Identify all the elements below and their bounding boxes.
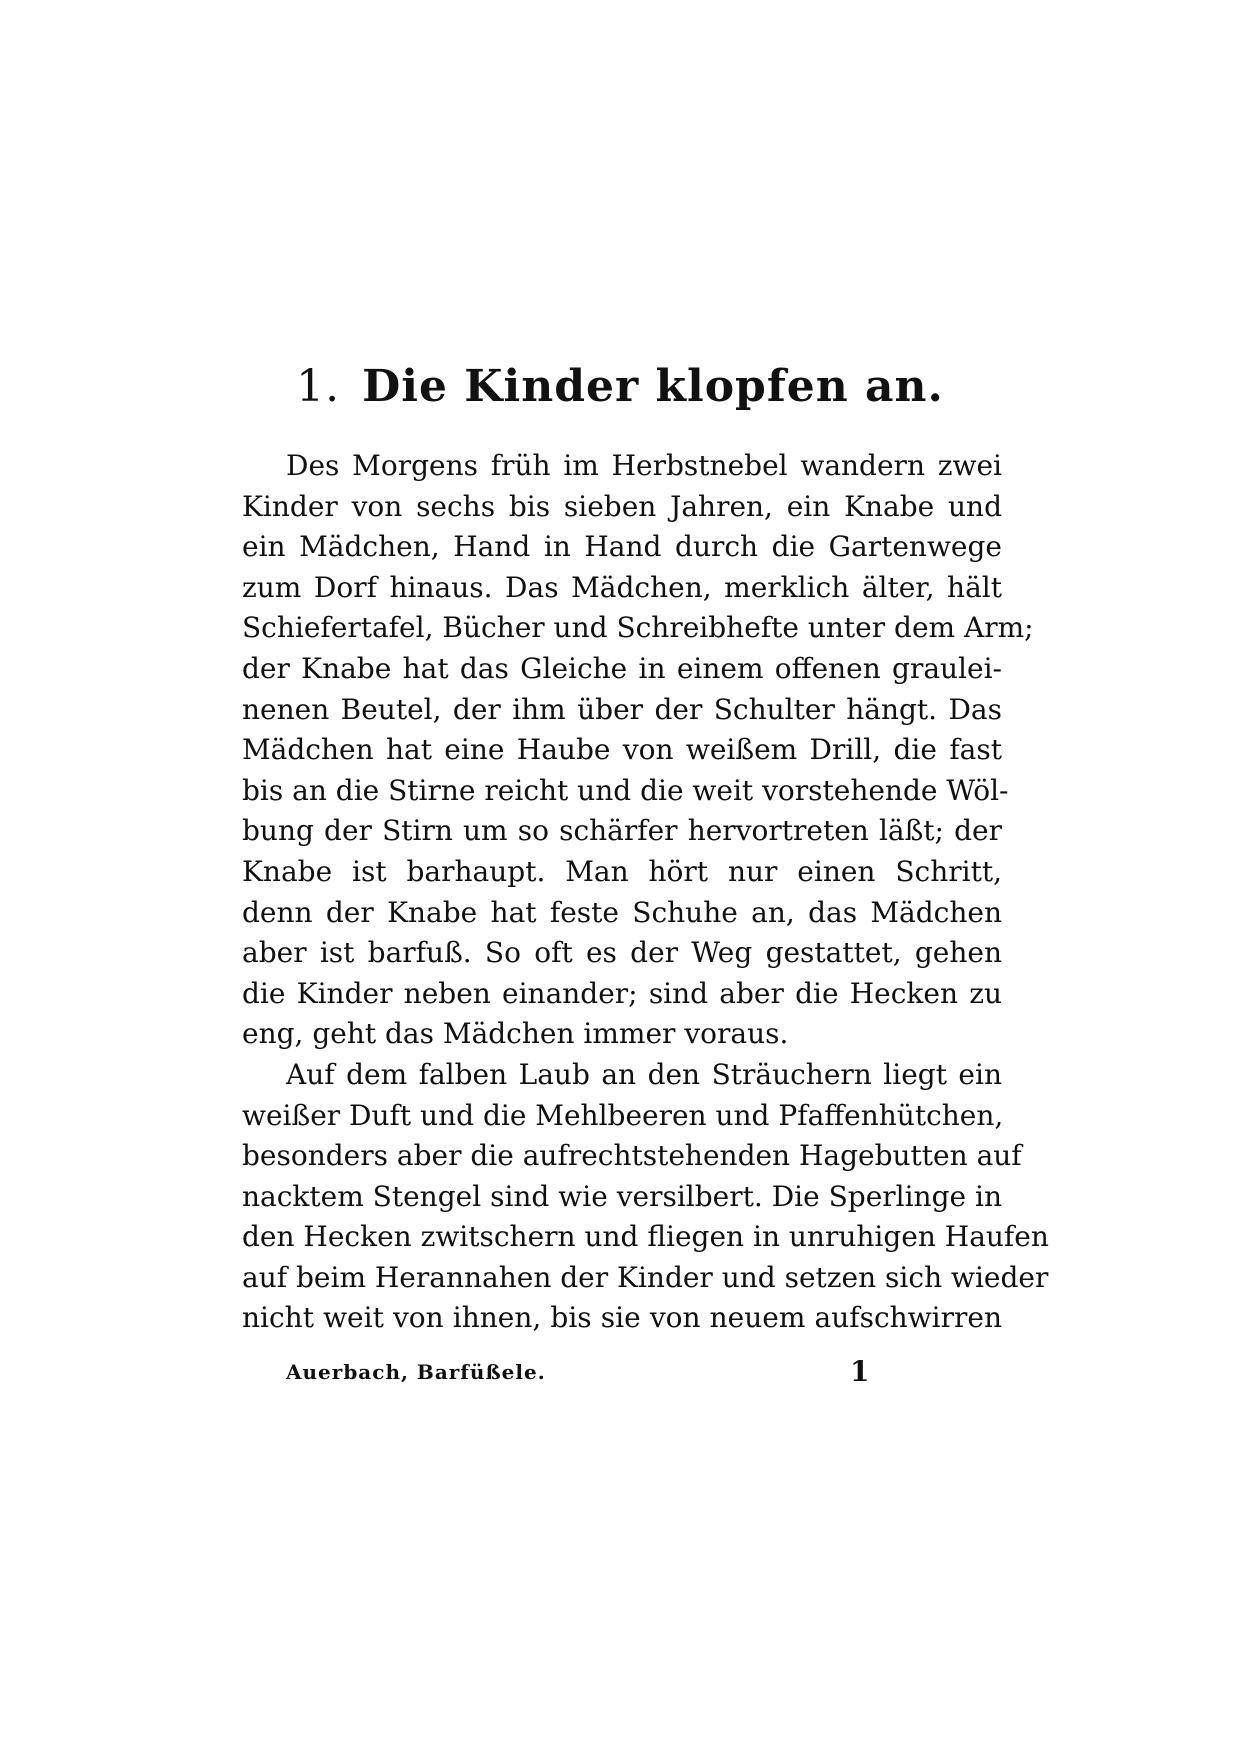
text-line: zum Dorf hinaus. Das Mädchen, merklich älter, hält	[242, 570, 1002, 604]
chapter-heading	[240, 352, 1000, 422]
text-line: Mädchen hat eine Haube von weißem Drill, die fast	[242, 733, 1002, 767]
body-text	[242, 446, 1049, 1339]
text-line: nenen Beutel, der ihm über der Schulter hängt. Das	[242, 692, 1002, 726]
page-number: 1	[850, 1355, 870, 1388]
text-line: Kinder von sechs bis sieben Jahren, ein Knabe und	[242, 489, 1002, 523]
text-line: besonders aber die aufrechtstehenden Hagebutten auf	[242, 1139, 1022, 1173]
text-line: den Hecken zwitschern und fliegen in unruhigen Haufen	[242, 1220, 1049, 1254]
text-line: nicht weit von ihnen, bis sie von neuem aufschwirren	[242, 1301, 1002, 1335]
text-line: auf beim Herannahen der Kinder und setzen sich wieder	[242, 1260, 1049, 1294]
text-line: eng, geht das Mädchen immer voraus.	[242, 1017, 789, 1051]
text-line: Auf dem falben Laub an den Sträuchern liegt ein	[286, 1057, 1002, 1091]
text-line: nacktem Stengel sind wie versilbert. Die Sperlinge in	[242, 1179, 1002, 1213]
text-line: aber ist barfuß. So oft es der Weg gestattet, gehen	[242, 936, 1002, 970]
page-footer	[242, 1352, 1002, 1392]
text-line: weißer Duft und die Mehlbeeren und Pfaffenhütchen,	[242, 1098, 1004, 1132]
text-line: bung der Stirn um so schärfer hervortreten läßt; der	[242, 814, 1002, 848]
text-line: Des Morgens früh im Herbstnebel wandern zwei	[286, 449, 1002, 482]
text-line: bis an die Stirne reicht und die weit vorstehende Wöl-	[242, 773, 1009, 807]
footer-signature: Auerbach, Barfüßele.	[286, 1360, 546, 1384]
text-line: der Knabe hat das Gleiche in einem offenen graulei-	[242, 651, 1002, 685]
text-line: die Kinder neben einander; sind aber die Hecken zu	[242, 976, 1002, 1010]
text-line: denn der Knabe hat feste Schuhe an, das Mädchen	[242, 895, 1002, 929]
paragraph	[242, 446, 1034, 1055]
chapter-title: Die Kinder klopfen an.	[362, 361, 944, 412]
paragraph	[242, 1055, 1049, 1339]
text-line: Knabe ist barhaupt. Man hört nur einen Schritt,	[242, 854, 1002, 888]
text-line: Schiefertafel, Bücher und Schreibhefte unter dem Arm;	[242, 611, 1034, 645]
chapter-number: 1.	[296, 361, 341, 412]
text-line: ein Mädchen, Hand in Hand durch die Gartenwege	[242, 530, 1002, 564]
